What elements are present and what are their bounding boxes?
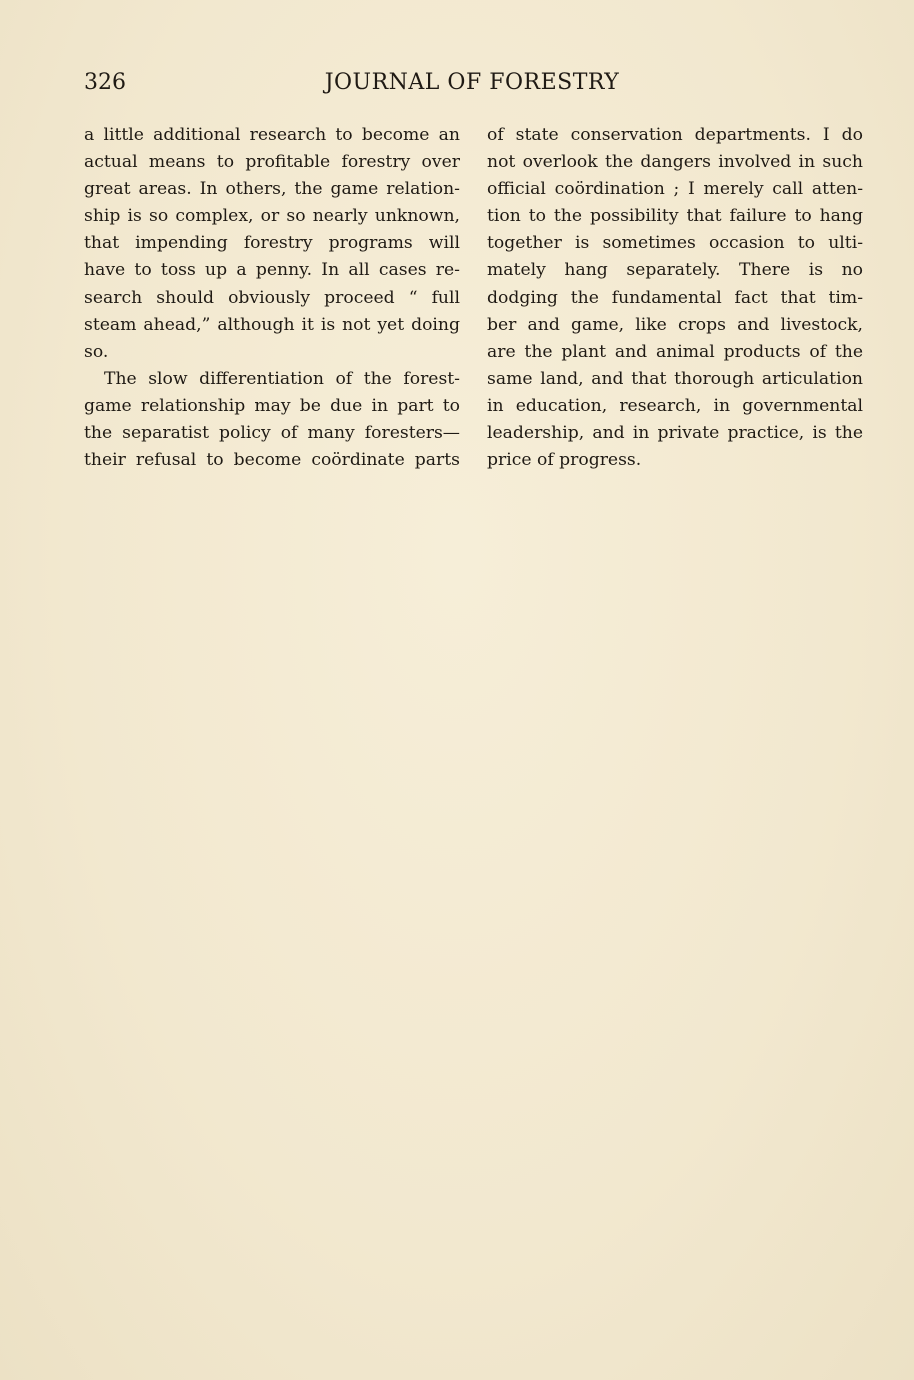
paragraph bbox=[84, 122, 460, 366]
text-line: ship is so complex, or so nearly unknown, bbox=[84, 206, 460, 227]
text-line: leadership, and in private practice, is the bbox=[487, 423, 863, 444]
running-head bbox=[84, 66, 860, 100]
text-line: official coördination ; I merely call atten- bbox=[487, 179, 863, 200]
text-line: game relationship may be due in part to bbox=[84, 395, 460, 416]
paragraph bbox=[84, 366, 460, 474]
text-line: in education, research, in governmental bbox=[487, 395, 863, 416]
text-line: the separatist policy of many foresters— bbox=[84, 423, 460, 444]
text-line: ber and game, like crops and livestock, bbox=[487, 314, 863, 335]
text-line: not overlook the dangers involved in such bbox=[487, 152, 863, 173]
text-line: their refusal to become coördinate parts bbox=[84, 450, 460, 471]
text-line: same land, and that thorough articulation bbox=[487, 368, 863, 389]
left-column bbox=[84, 122, 460, 474]
text-line: are the plant and animal products of the bbox=[487, 341, 863, 362]
text-line: a little additional research to become an bbox=[84, 125, 460, 145]
text-line: tion to the possibility that failure to hang bbox=[487, 206, 863, 227]
text-line: have to toss up a penny. In all cases re- bbox=[84, 260, 460, 281]
journal-title: JOURNAL OF FORESTRY bbox=[324, 70, 620, 95]
text-line: actual means to profitable forestry over bbox=[84, 152, 460, 173]
text-line: so. bbox=[84, 341, 109, 362]
page-number: 326 bbox=[84, 70, 126, 95]
text-line: of state conservation departments. I do bbox=[487, 125, 863, 145]
text-line: search should obviously proceed “ full bbox=[84, 287, 460, 308]
paragraph bbox=[487, 122, 863, 474]
text-line: price of progress. bbox=[487, 450, 642, 471]
right-column bbox=[487, 122, 863, 474]
text-line: steam ahead,” although it is not yet doing bbox=[84, 314, 460, 335]
text-line: together is sometimes occasion to ulti- bbox=[487, 233, 863, 254]
text-line: dodging the fundamental fact that tim- bbox=[487, 287, 863, 308]
text-line: great areas. In others, the game relation- bbox=[84, 179, 460, 200]
text-line: mately hang separately. There is no bbox=[487, 260, 863, 281]
text-line: The slow differentiation of the forest- bbox=[104, 368, 460, 389]
text-line: that impending forestry programs will bbox=[84, 233, 460, 254]
